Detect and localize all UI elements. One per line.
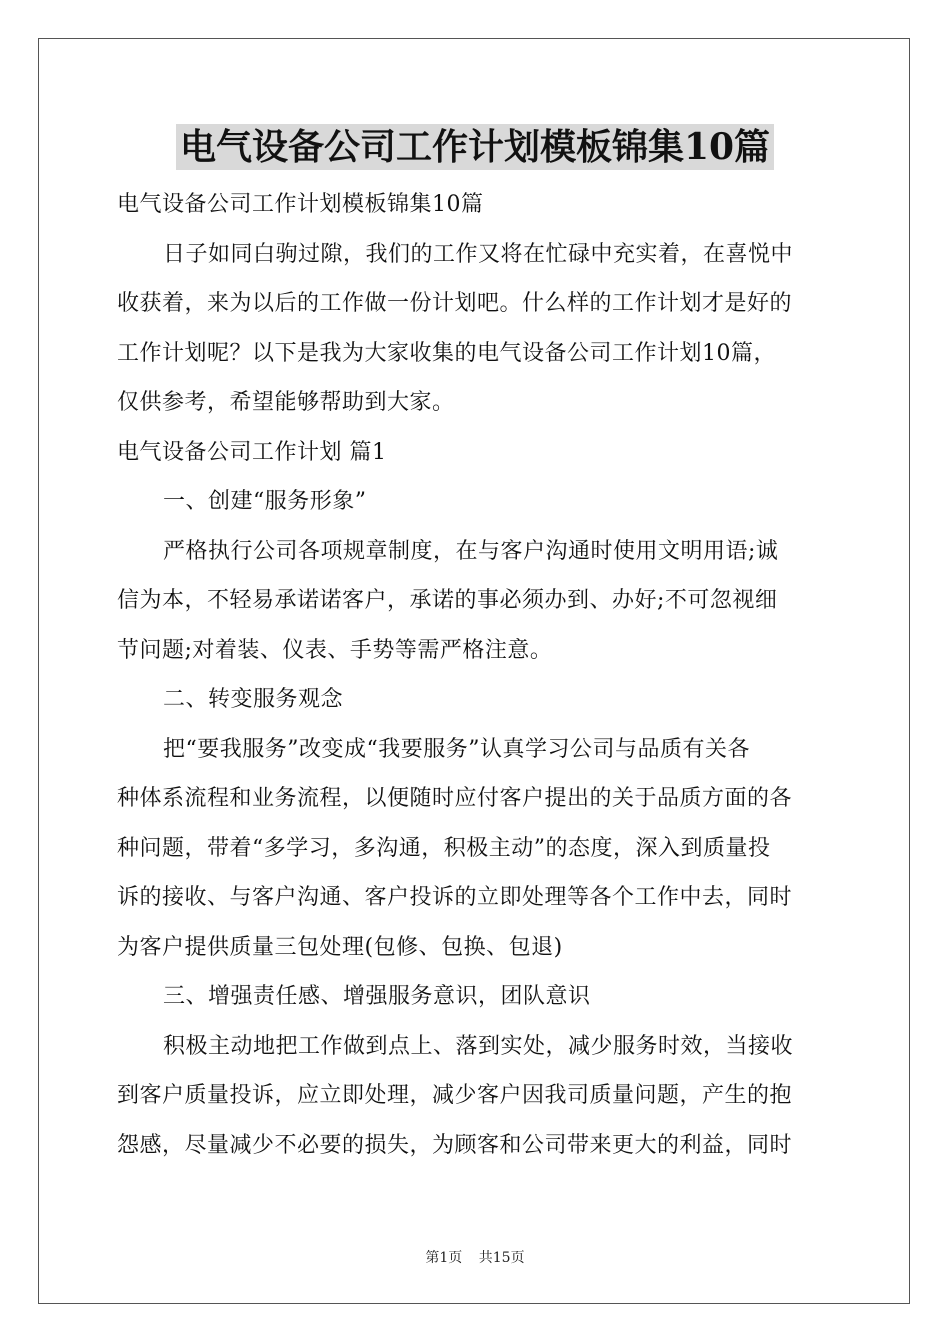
text-line: 种问题，带着“多学习，多沟通，积极主动”的态度，深入到质量投 [117,835,771,861]
section-heading: 电气设备公司工作计划 篇1 [117,439,387,465]
text-line: 严格执行公司各项规章制度，在与客户沟通时使用文明用语;诚 [163,538,779,564]
title-container [0,124,950,170]
document-title: 电气设备公司工作计划模板锦集10篇 [176,124,774,170]
subheading: 二、转变服务观念 [163,687,344,712]
text-line: 节问题;对着装、仪表、手势等需严格注意。 [117,637,553,663]
text-line: 工作计划呢？以下是我为大家收集的电气设备公司工作计划10篇， [117,340,776,366]
page-number: 第1页 [425,1250,463,1266]
text-line: 积极主动地把工作做到点上、落到实处，减少服务时效，当接收 [163,1033,794,1059]
text-line: 为客户提供质量三包处理(包修、包换、包退) [117,934,563,960]
document-body [117,180,833,1170]
text-line: 种体系流程和业务流程，以便随时应付客户提出的关于品质方面的各 [117,786,793,811]
text-line: 电气设备公司工作计划模板锦集10篇 [117,192,484,217]
subheading: 三、增强责任感、增强服务意识，团队意识 [163,984,591,1009]
text-line: 怨感，尽量减少不必要的损失，为顾客和公司带来更大的利益，同时 [117,1132,793,1158]
text-line: 收获着，来为以后的工作做一份计划吧。什么样的工作计划才是好的 [117,291,793,316]
subheading: 一、创建“服务形象” [163,489,367,514]
text-line: 把“要我服务”改变成“我要服务”认真学习公司与品质有关各 [163,736,750,762]
text-line: 诉的接收、与客户沟通、客户投诉的立即处理等各个工作中去，同时 [117,885,793,910]
page-footer [0,1247,950,1267]
text-line: 仅供参考，希望能够帮助到大家。 [117,390,455,415]
text-line: 日子如同白驹过隙，我们的工作又将在忙碌中充实着，在喜悦中 [163,241,794,267]
text-line: 信为本，不轻易承诺诺客户，承诺的事必须办到、办好;不可忽视细 [117,588,778,613]
text-line: 到客户质量投诉，应立即处理，减少客户因我司质量问题，产生的抱 [117,1083,793,1108]
page-total: 共15页 [478,1250,525,1266]
